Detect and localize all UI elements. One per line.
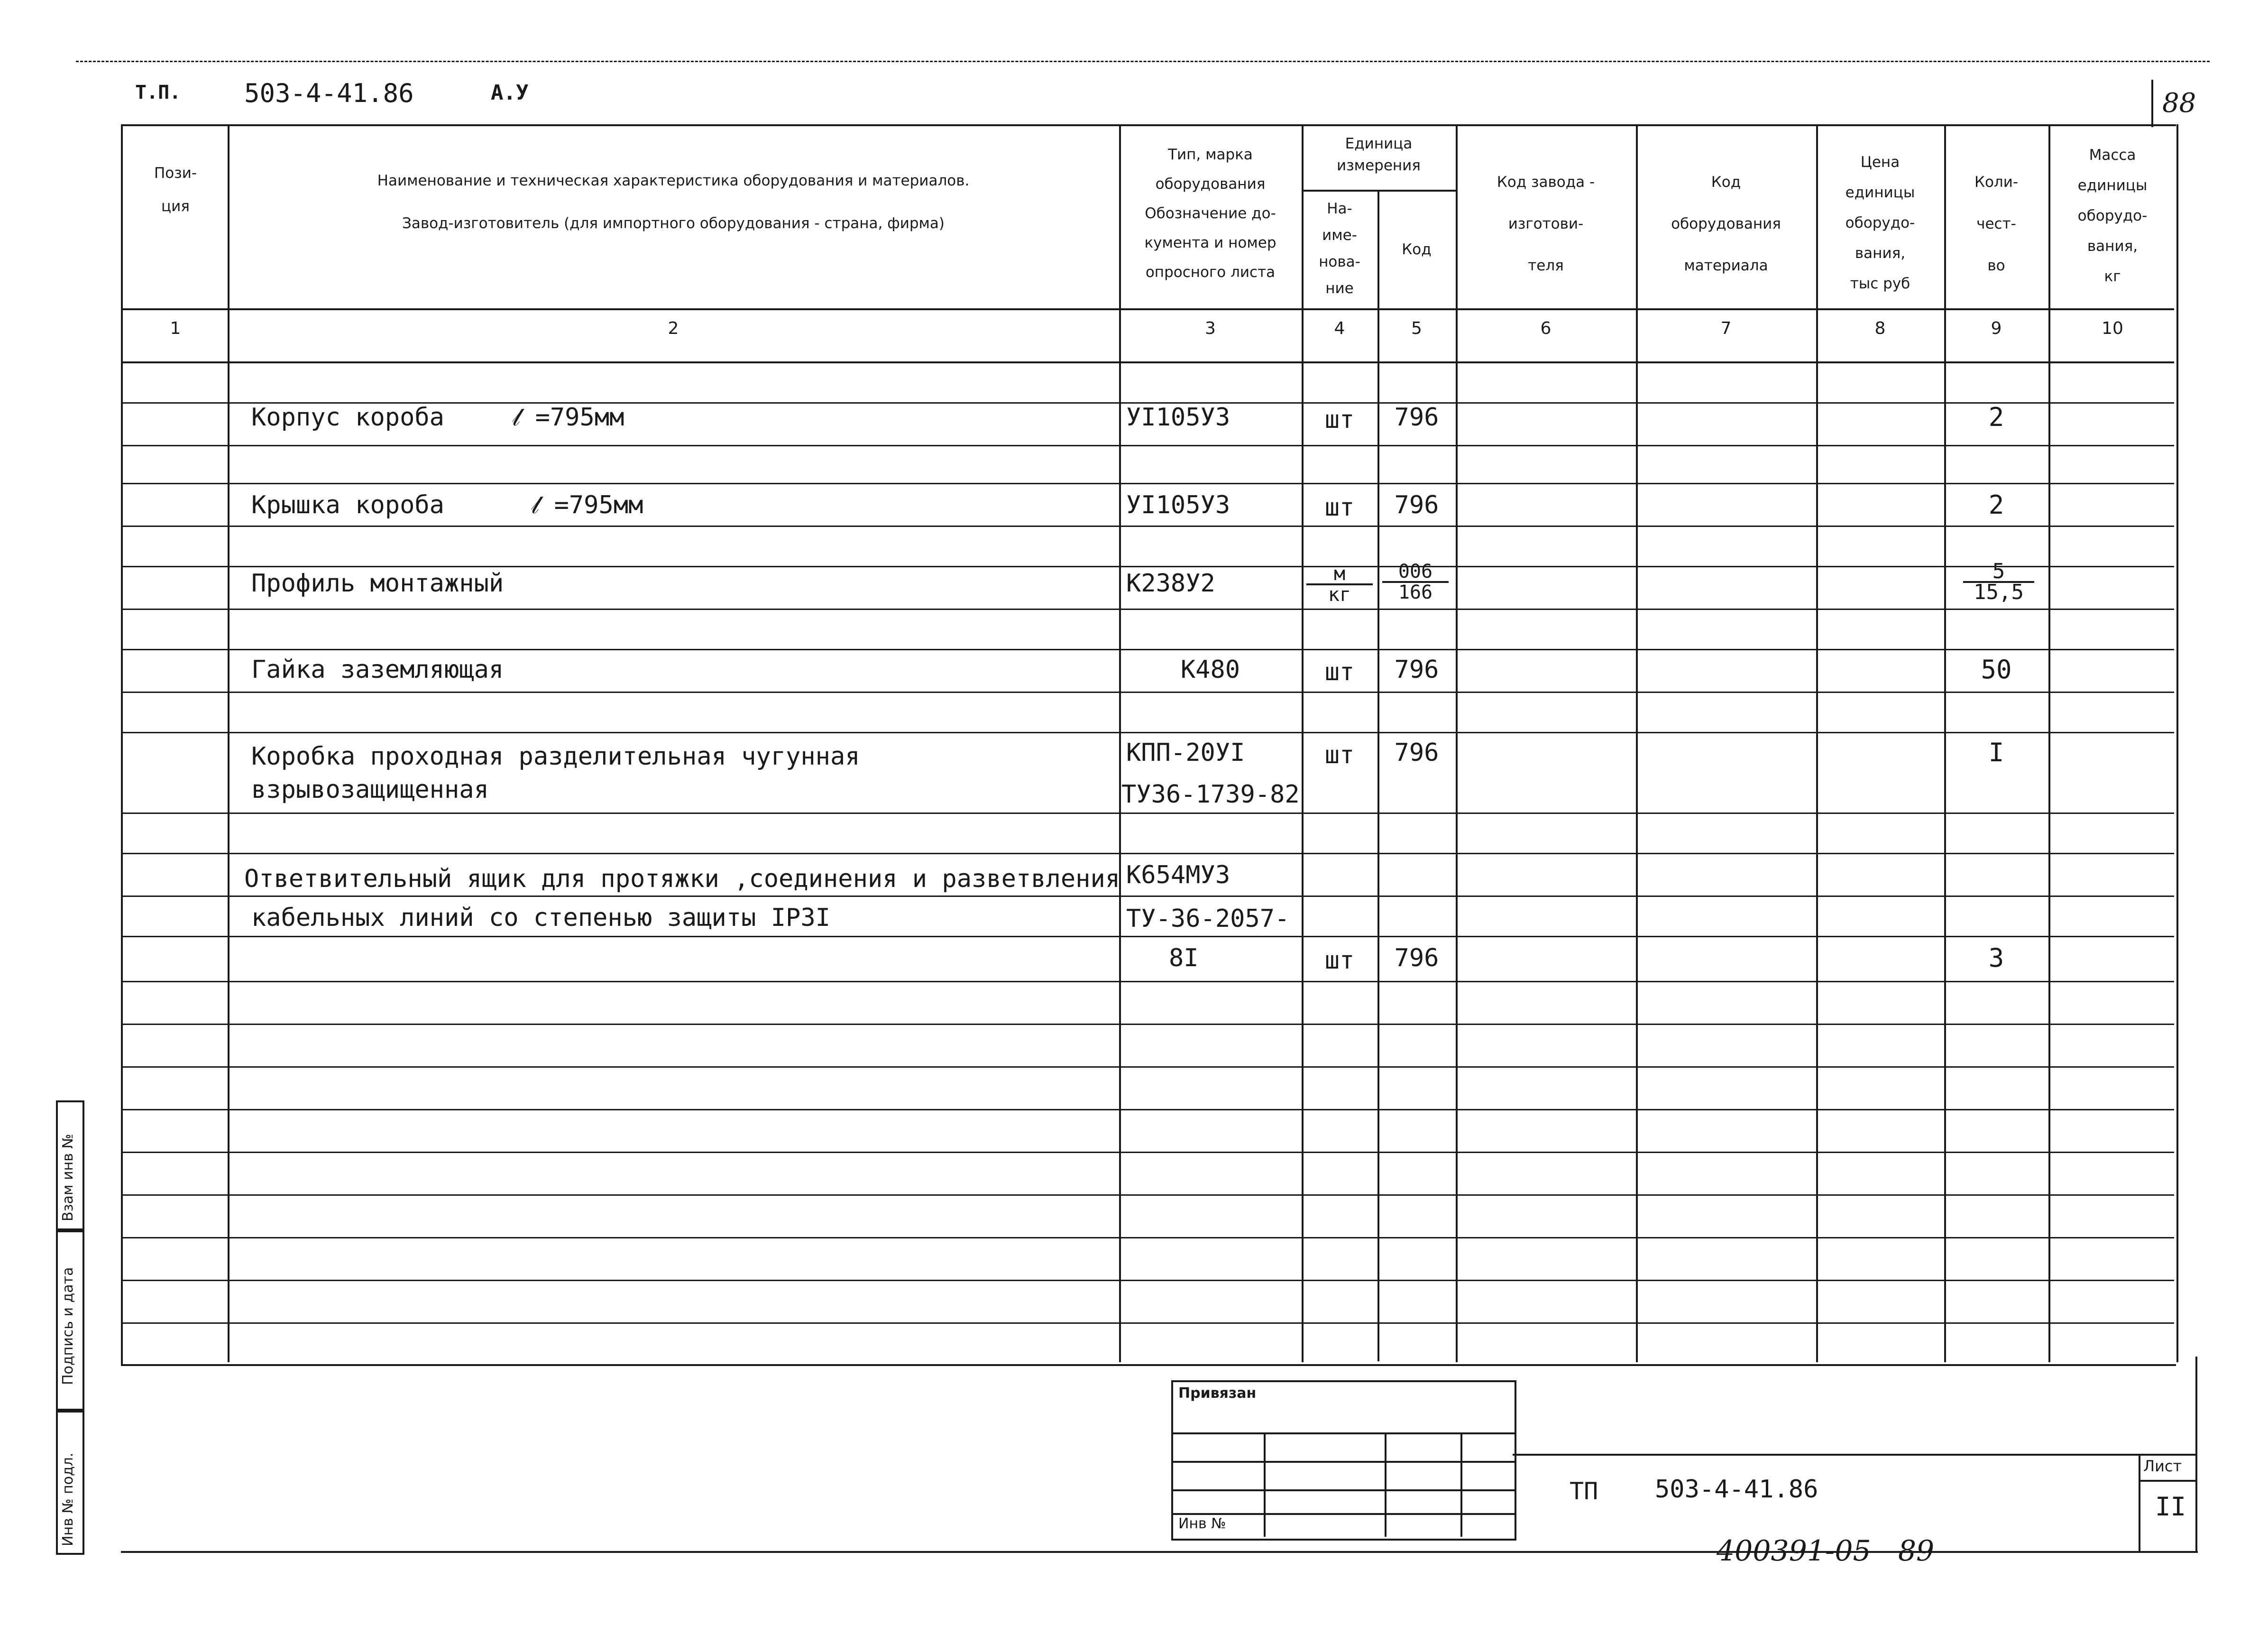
colnum-1: 1 [170, 319, 181, 338]
stamp-sign-date-text: Подпись и дата [60, 1267, 76, 1385]
colnum-6: 6 [1540, 319, 1552, 338]
row2-name: Крышка короба [251, 491, 444, 519]
col5-header: Код [1402, 241, 1432, 258]
col-line-2 [1119, 124, 1121, 1362]
doc-code-header: 503-4-41.86 [244, 78, 414, 108]
right-frame-line [2195, 1357, 2197, 1551]
row1-param: 𝓁 =795мм [512, 403, 624, 432]
row-rule [121, 526, 2174, 527]
col-line-6 [1636, 124, 1638, 1362]
top-rule [76, 61, 2210, 62]
bound-rule-3 [1171, 1489, 1515, 1491]
col6-header: Код завода - изготови- теля [1497, 174, 1595, 274]
row-rule [121, 609, 2174, 610]
row-rule [121, 1066, 2174, 1068]
bound-vline-2 [1385, 1432, 1387, 1537]
col8-header: Цена единицы оборудо- вания, тыс руб [1845, 154, 1915, 292]
row-rule [121, 812, 2174, 814]
row3-code-den: 166 [1398, 582, 1433, 603]
row6-type-doc-cont: 8I [1169, 944, 1199, 972]
title-tp: ТП [1570, 1477, 1598, 1505]
row4-unit: шт [1324, 658, 1355, 686]
row1-name: Корпус короба [251, 403, 444, 432]
row-rule [121, 649, 2174, 650]
bound-rule-1 [1171, 1432, 1515, 1434]
col9-header: Коли- чест- во [1974, 174, 2019, 274]
row3-qty-num: 5 [1963, 562, 2034, 583]
colnum-2: 2 [668, 319, 679, 338]
row3-code-num: 006 [1382, 562, 1449, 583]
tp-label: Т.П. [135, 82, 181, 103]
col-line-9 [2048, 124, 2050, 1362]
col2-header-line1: Наименование и техническая характеристика оборудования и материалов. [377, 172, 970, 189]
sheet-number: II [2155, 1492, 2186, 1522]
row-rule [121, 1109, 2174, 1110]
row4-qty: 50 [1981, 655, 2012, 684]
bound-inv-label: Инв № [1178, 1515, 1226, 1532]
col10-header: Масса единицы оборудо- вания, кг [2077, 147, 2148, 285]
row-rule [121, 732, 2174, 733]
row3-unit-den: кг [1328, 584, 1351, 606]
col1-header: Пози- ция [154, 165, 197, 215]
row-rule [121, 445, 2174, 446]
col-line-10 [2176, 124, 2178, 1362]
sheet-label-rule [2139, 1480, 2195, 1482]
stamp-vzam-text: Взам инв № [60, 1134, 76, 1221]
album-label: А.У [491, 81, 529, 105]
title-code: 503-4-41.86 [1655, 1475, 1818, 1504]
bound-vline-3 [1460, 1432, 1462, 1537]
row4-code: 796 [1394, 656, 1439, 684]
row-rule [121, 936, 2174, 937]
row-rule [121, 1280, 2174, 1281]
row6-name-cont: кабельных линий со степенью защиты IP3I [251, 904, 830, 932]
row3-type: К238У2 [1126, 569, 1215, 598]
unit-group-rule [1302, 190, 1456, 192]
row6-type-doc: ТУ-36-2057- [1126, 905, 1290, 933]
row4-type: К480 [1180, 656, 1240, 684]
row5-name-cont: взрывозащищенная [251, 776, 489, 804]
colnum-5: 5 [1411, 319, 1422, 338]
row6-code: 796 [1394, 944, 1439, 972]
colnum-4: 4 [1334, 319, 1345, 338]
row-rule [121, 1152, 2174, 1153]
row3-unit-fraction [1306, 564, 1373, 604]
row2-param: 𝓁 =795мм [531, 491, 643, 519]
col-line-5 [1456, 124, 1458, 1362]
colnum-10: 10 [2102, 319, 2123, 338]
sheet-divider [2139, 1454, 2140, 1551]
row-rule [121, 981, 2174, 982]
colnum-9: 9 [1991, 319, 2002, 338]
row5-type-doc: ТУ36-1739-82 [1121, 780, 1300, 809]
col7-header: Код оборудования материала [1671, 174, 1781, 274]
colnum-3: 3 [1205, 319, 1216, 338]
col-line-4 [1377, 190, 1379, 1361]
row3-name: Профиль монтажный [251, 569, 504, 598]
row2-qty: 2 [1988, 490, 2004, 520]
row5-code: 796 [1394, 739, 1439, 767]
row2-type: УI105У3 [1126, 491, 1230, 519]
row3-qty-fraction [1963, 559, 2034, 604]
row6-name: Ответвительный ящик для протяжки ,соединения и разветвления [244, 865, 1120, 893]
col45-group-header: Единица измерения [1337, 135, 1421, 174]
row-rule [121, 896, 2174, 897]
bound-vline-1 [1264, 1432, 1266, 1537]
row5-unit: шт [1324, 741, 1355, 769]
bound-rule-2 [1171, 1461, 1515, 1463]
bound-rule-4 [1171, 1513, 1515, 1515]
row-rule [121, 1322, 2174, 1324]
row-rule [121, 1237, 2174, 1238]
colnum-bottom-rule [121, 361, 2174, 363]
row-rule [121, 1194, 2174, 1196]
row6-qty: 3 [1988, 943, 2004, 973]
page-corner-line [2151, 80, 2153, 127]
row-rule [121, 483, 2174, 484]
stamp-inv-no-text: Инв № подл. [60, 1452, 76, 1546]
colnum-7: 7 [1720, 319, 1732, 338]
col-line-7 [1816, 124, 1818, 1362]
bound-label: Привязан [1178, 1385, 1257, 1402]
col3-header: Тип, марка оборудования Обозначение до- кумента и номер опросного листа [1144, 146, 1276, 281]
row5-type: КПП-20УI [1126, 739, 1245, 767]
col2-header-line2: Завод-изготовитель (для импортного оборудования - страна, фирма) [402, 215, 945, 232]
row1-qty: 2 [1988, 402, 2004, 432]
row1-code: 796 [1394, 403, 1439, 432]
page-number-handwritten: 88 [2162, 88, 2196, 119]
col4-header: На- име- нова- ние [1319, 200, 1360, 297]
row5-qty: I [1988, 738, 2004, 767]
row3-code-fraction [1382, 562, 1449, 602]
row-rule [121, 1024, 2174, 1025]
row1-type: УI105У3 [1126, 403, 1230, 432]
row6-type: К654МУ3 [1126, 861, 1230, 889]
row1-unit: шт [1324, 406, 1355, 434]
row2-code: 796 [1394, 491, 1439, 519]
title-top-rule [1513, 1454, 2195, 1456]
row-rule [121, 853, 2174, 854]
row3-qty-den: 15,5 [1974, 580, 2024, 604]
row6-unit: шт [1324, 946, 1355, 975]
row-rule [121, 692, 2174, 693]
colnum-8: 8 [1874, 319, 1886, 338]
footer-handwritten-code: 400391-05 89 [1717, 1534, 1935, 1568]
row3-unit-num: м [1306, 564, 1373, 585]
row-rule [121, 566, 2174, 567]
col-line-1 [228, 124, 230, 1362]
header-bottom-rule [121, 308, 2174, 310]
row5-name: Коробка проходная разделительная чугунная [251, 742, 860, 771]
row4-name: Гайка заземляющая [251, 656, 504, 684]
row2-unit: шт [1324, 493, 1355, 522]
sheet-label: Лист [2143, 1457, 2182, 1475]
